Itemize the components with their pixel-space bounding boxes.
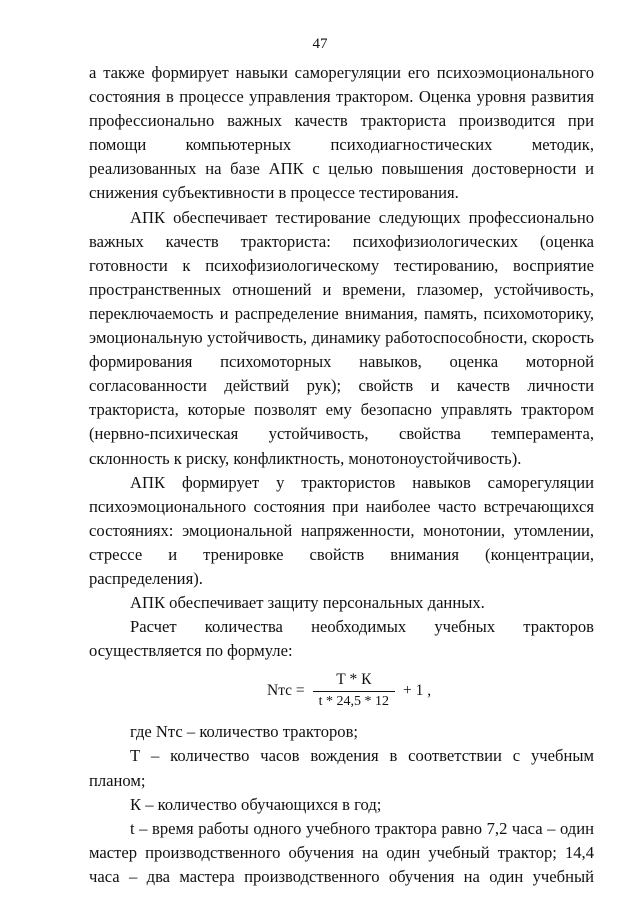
- formula-fraction: [313, 671, 395, 710]
- definition-ntc: где Nтс – количество тракторов;: [130, 722, 359, 742]
- definition-t-time: t – время работы одного учебного трактора равно 7,2 часа – один мастер производственного обучения на один учебный трактор; 14,4 часа – два мастера производственного обучения на один учебный: [89, 818, 594, 886]
- formula-rhs: + 1 ,: [403, 681, 432, 699]
- document-body: [89, 61, 594, 889]
- paragraph-calculation-intro: Расчет количества необходимых учебных тракторов осуществляется по формуле:: [89, 617, 594, 661]
- page-number: 47: [312, 36, 328, 52]
- definition-k-students: К – количество обучающихся в год;: [130, 794, 382, 814]
- paragraph-testing: АПК обеспечивает тестирование следующих профессионально важных качеств тракториста: психофизиологических (оценка готовности к психофизиологическому тестированию, восприятие пространственных отношений и времени, глазомер, устойчивость, переключаемость и распределение внимания, память, психомоторику, эмоциональную устойчивость, динамику работоспособности, скорость формирования психомоторных навыков, оценка моторной согласованности действий рук); свойств и качеств личности тракториста, которые позволят ему безопасно управлять трактором (нервно-психическая устойчивость, свойства темперамента, склонность к риску, конфликтность, монотоноустойчивость).: [89, 207, 594, 468]
- formula-denominator: t * 24,5 * 12: [313, 691, 395, 710]
- formula-block: [89, 671, 594, 717]
- definition-t-hours: Т – количество часов вождения в соответствии с учебным планом;: [89, 746, 594, 790]
- paragraph-skills: а также формирует навыки саморегуляции его психоэмоционального состояния в процессе управления трактором. Оценка уровня развития профессионально важных качеств тракториста производится при помощи компьютерных психодиагностических методик, реализованных на базе АПК с целью повышения достоверности и снижения субъективности в процессе тестирования.: [89, 63, 594, 203]
- formula-lhs: Nтс =: [267, 681, 305, 699]
- paragraph-self-regulation: АПК формирует у трактористов навыков саморегуляции психоэмоционального состояния при наиболее часто встречающихся состояниях: эмоциональной напряженности, монотонии, утомлении, стрессе и тренировке свойств внимания (концентрации, распределения).: [89, 472, 594, 588]
- formula-numerator: Т * К: [336, 671, 372, 689]
- formula: [267, 671, 431, 710]
- paragraph-data-protection: АПК обеспечивает защиту персональных данных.: [130, 593, 485, 613]
